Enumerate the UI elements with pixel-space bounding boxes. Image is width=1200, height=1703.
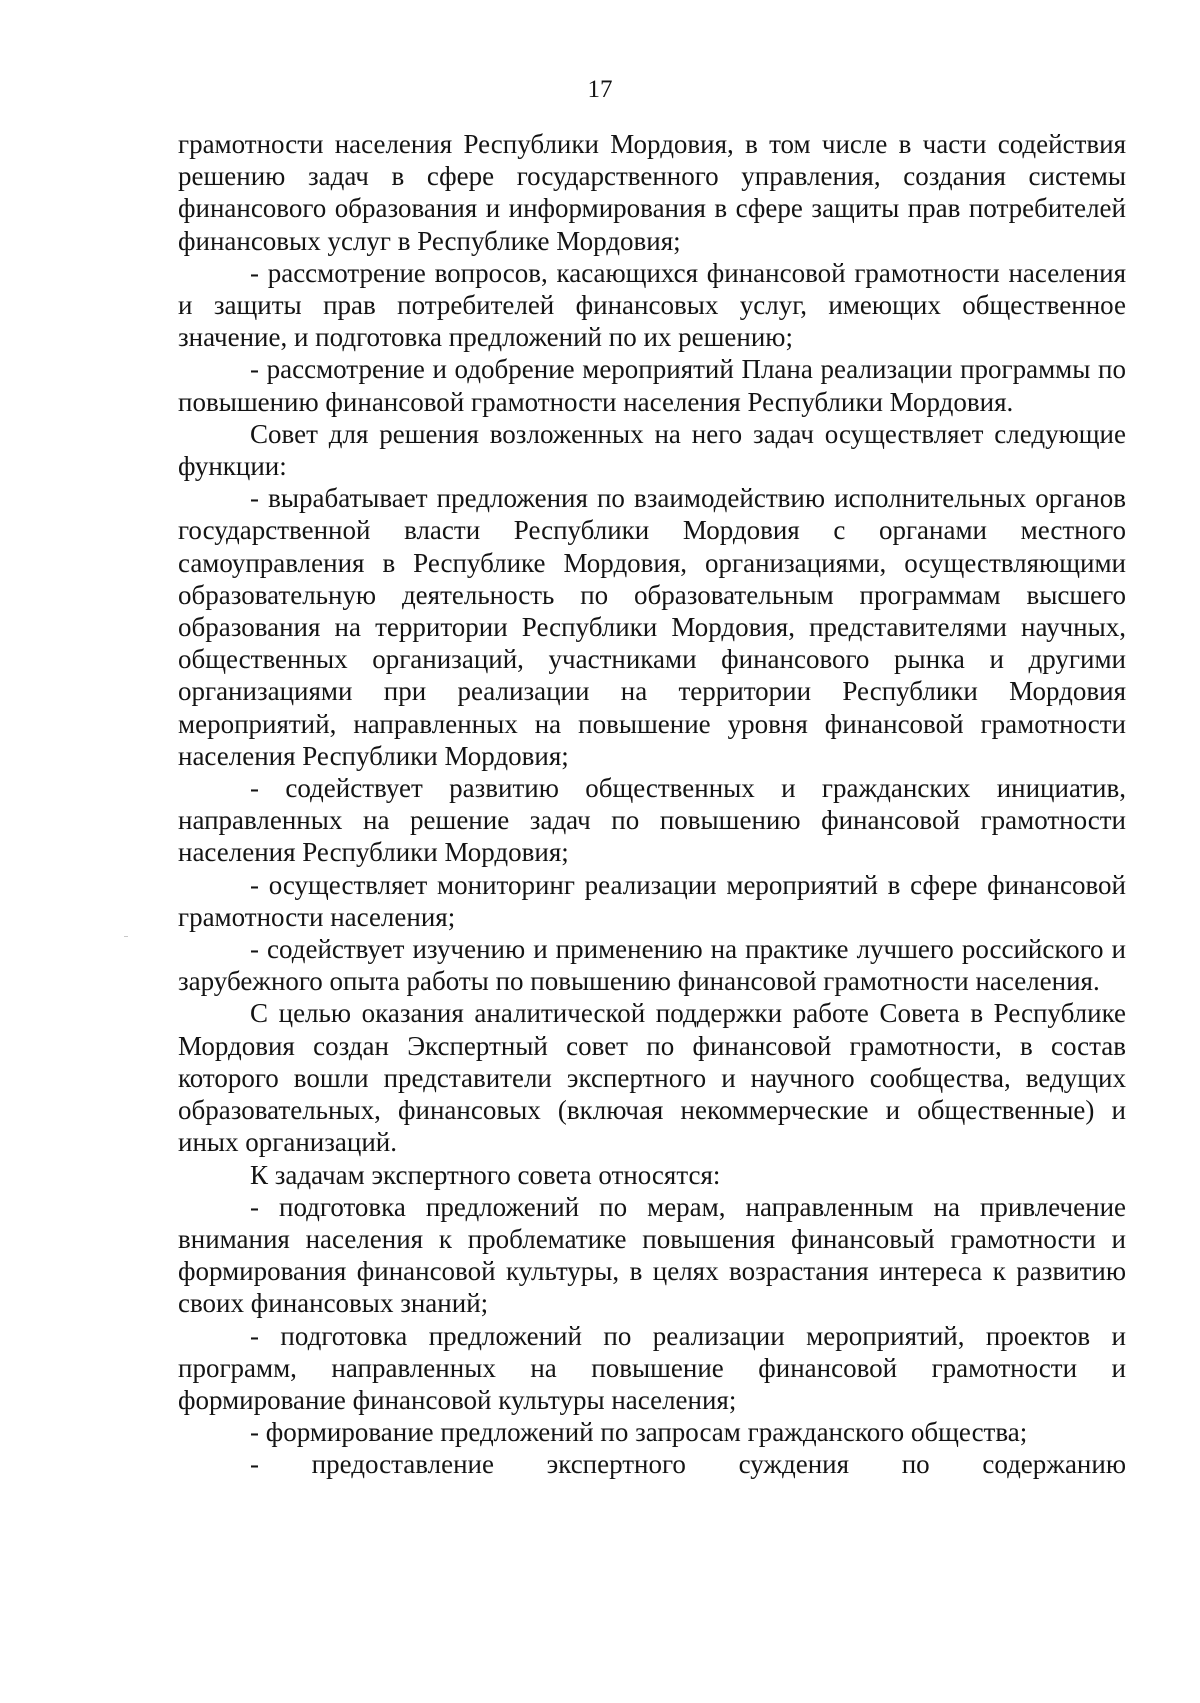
list-item: - содействует развитию общественных и гражданских инициатив, направленных на решение задач по повышению финансовой грамотности населения Республики Мордовия; — [178, 773, 1126, 868]
page-number: 17 — [587, 76, 613, 103]
paragraph: С целью оказания аналитической поддержки работе Совета в Республике Мордовия создан Экспертный совет по финансовой грамотности, в состав которого вошли представители экспертного и научного сообщества, ведущих образовательных, финансовых (включая некоммерческие и общественные) и иных организаций. — [178, 998, 1126, 1158]
list-item: - подготовка предложений по мерам, направленным на привлечение внимания населения к проблематике повышения финансовый грамотности и формирования финансовой культуры, в целях возрастания интереса к развитию своих финансовых знаний; — [178, 1191, 1126, 1319]
list-item: - рассмотрение и одобрение мероприятий Плана реализации программы по повышению финансовой грамотности населения Республики Мордовия. — [178, 354, 1126, 417]
list-item: - формирование предложений по запросам гражданского общества; — [250, 1417, 1028, 1448]
document-body — [178, 128, 1126, 1513]
list-item: - рассмотрение вопросов, касающихся финансовой грамотности населения и защиты прав потребителей финансовых услуг, имеющих общественное значение, и подготовка предложений по их решению; — [178, 257, 1126, 353]
paragraph: К задачам экспертного совета относятся: — [250, 1159, 721, 1190]
paragraph: грамотности населения Республики Мордовия, в том числе в части содействия решению задач в сфере государственного управления, создания системы финансового образования и информирования в сфере защиты прав потребителей финансовых услуг в Республике Мордовия; — [178, 129, 1126, 256]
list-item: - вырабатывает предложения по взаимодействию исполнительных органов государственной власти Республики Мордовия с органами местного самоуправления в Республике Мордовия, организациями, осуществляющими образовательную деятельность по образовательным программам высшего образования на территории Республики Мордовия, представителями научных, общественных организаций, участниками финансового рынка и другими организациями при реализации на территории Республики Мордовия мероприятий, направленных на повышение уровня финансовой грамотности населения Республики Мордовия; — [178, 483, 1126, 771]
list-item: - содействует изучению и применению на практике лучшего российского и зарубежного опыта работы по повышению финансовой грамотности населения. — [178, 934, 1126, 997]
list-item: - подготовка предложений по реализации мероприятий, проектов и программ, направленных на повышение финансовой грамотности и формирование финансовой культуры населения; — [178, 1320, 1126, 1415]
list-item: - предоставление экспертного суждения по содержанию — [250, 1449, 1126, 1480]
list-item: - осуществляет мониторинг реализации мероприятий в сфере финансовой грамотности населения; — [178, 869, 1126, 932]
paragraph: Совет для решения возложенных на него задач осуществляет следующие функции: — [178, 418, 1126, 482]
scan-artifact — [124, 936, 128, 937]
